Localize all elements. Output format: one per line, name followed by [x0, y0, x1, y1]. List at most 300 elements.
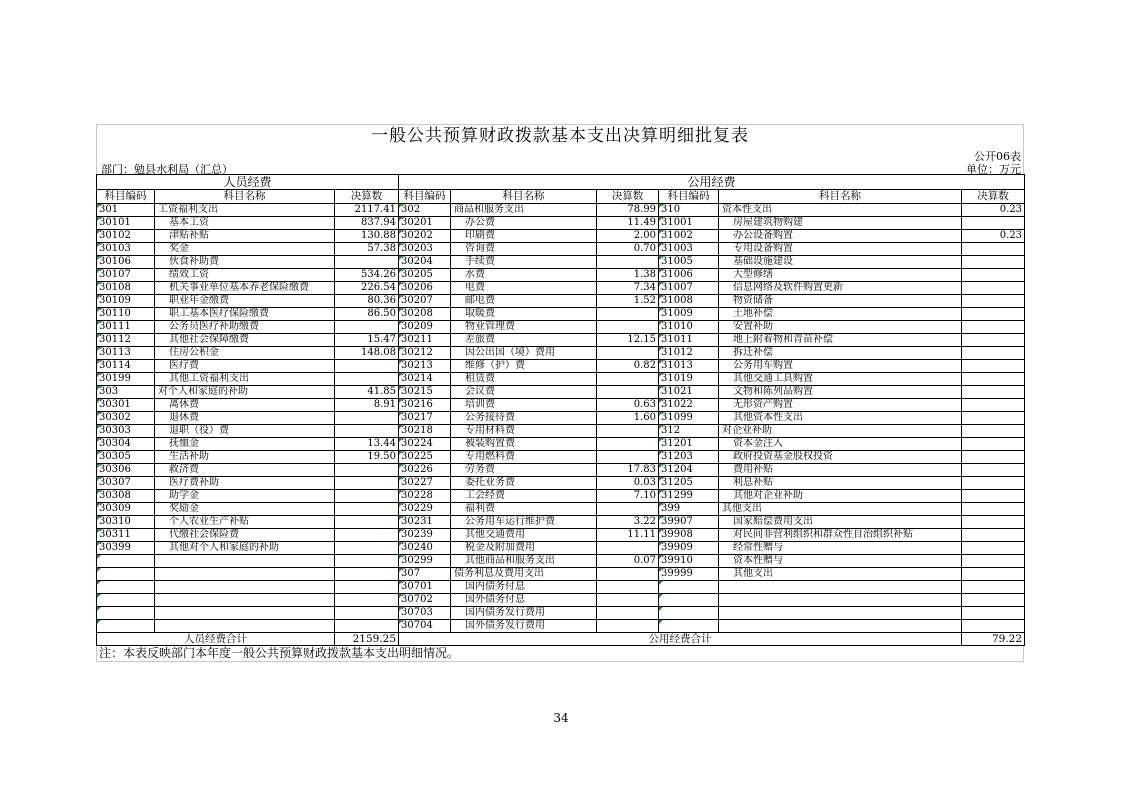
account-code: 30701: [399, 581, 451, 594]
unit-label: 单位：万元: [966, 163, 1021, 176]
amount: 0.03: [597, 477, 659, 490]
account-name: 其他支出: [719, 568, 962, 581]
amount: [597, 607, 659, 620]
amount: [597, 308, 659, 321]
account-code: 30101: [97, 217, 155, 230]
account-code: 30205: [399, 269, 451, 282]
amount: 0.82: [597, 360, 659, 373]
account-code: 399: [659, 503, 719, 516]
account-name: 工资福利支出: [155, 204, 335, 217]
table-row: [97, 308, 1025, 321]
account-code: 30240: [399, 542, 451, 555]
table-row: [97, 386, 1025, 399]
amount: 8.91: [335, 399, 399, 412]
account-code: 30309: [97, 503, 155, 516]
amount: [962, 568, 1025, 581]
account-code: 30102: [97, 230, 155, 243]
account-name: 其他对个人和家庭的补助: [155, 542, 335, 555]
amount: [962, 607, 1025, 620]
account-name: 国外债务付息: [451, 594, 597, 607]
amount: 0.63: [597, 399, 659, 412]
report-sheet: [96, 124, 1024, 662]
account-name: 抚恤金: [155, 438, 335, 451]
account-name: 其他支出: [719, 503, 962, 516]
table-row: [97, 321, 1025, 334]
account-code: 31006: [659, 269, 719, 282]
account-name: 物资储备: [719, 295, 962, 308]
amount: 13.44: [335, 438, 399, 451]
col-header-code: 科目编码: [659, 190, 719, 204]
col-header-code: 科目编码: [97, 190, 155, 204]
account-code: 302: [399, 204, 451, 217]
account-name: 政府投资基金股权投资: [719, 451, 962, 464]
account-name: 机关事业单位基本养老保险缴费: [155, 282, 335, 295]
account-code: 30303: [97, 425, 155, 438]
account-code: 31203: [659, 451, 719, 464]
amount: [335, 360, 399, 373]
amount: [335, 321, 399, 334]
account-name: [155, 594, 335, 607]
amount: 57.38: [335, 243, 399, 256]
account-name: 基本工资: [155, 217, 335, 230]
account-name: [155, 568, 335, 581]
account-name: 大型修缮: [719, 269, 962, 282]
account-name: 奖励金: [155, 503, 335, 516]
amount: [962, 438, 1025, 451]
account-name: 被装购置费: [451, 438, 597, 451]
department-label: 部门：勉县水利局（汇总）: [101, 163, 233, 176]
account-code: 30225: [399, 451, 451, 464]
account-code: 31002: [659, 230, 719, 243]
amount: 534.26: [335, 269, 399, 282]
table-row: [97, 295, 1025, 308]
account-name: 医疗费补助: [155, 477, 335, 490]
expenditure-table: [96, 174, 1025, 646]
amount: [962, 529, 1025, 542]
account-code: 30109: [97, 295, 155, 308]
account-code: 31005: [659, 256, 719, 269]
account-name: 工会经费: [451, 490, 597, 503]
account-code: 303: [97, 386, 155, 399]
table-row: [97, 438, 1025, 451]
account-name: 信息网络及软件购置更新: [719, 282, 962, 295]
amount: [597, 620, 659, 633]
amount: [962, 581, 1025, 594]
amount: 148.08: [335, 347, 399, 360]
account-name: 资本性赠与: [719, 555, 962, 568]
account-code: 31007: [659, 282, 719, 295]
account-code: 30106: [97, 256, 155, 269]
account-code: 31201: [659, 438, 719, 451]
account-name: 手续费: [451, 256, 597, 269]
account-code: [97, 581, 155, 594]
amount: [597, 425, 659, 438]
account-code: 31205: [659, 477, 719, 490]
section-public: 公用经费: [399, 175, 1025, 190]
account-code: 39999: [659, 568, 719, 581]
account-name: 退职（役）费: [155, 425, 335, 438]
account-name: 邮电费: [451, 295, 597, 308]
amount: [962, 373, 1025, 386]
account-name: 医疗费: [155, 360, 335, 373]
account-code: 30209: [399, 321, 451, 334]
account-code: [97, 620, 155, 633]
account-code: 30199: [97, 373, 155, 386]
account-code: 30214: [399, 373, 451, 386]
account-name: 对民间非营利组织和群众性自治组织补贴: [719, 529, 962, 542]
account-name: 其他商品和服务支出: [451, 555, 597, 568]
account-name: 专用设备购置: [719, 243, 962, 256]
table-row: [97, 256, 1025, 269]
amount: 7.34: [597, 282, 659, 295]
amount: 80.36: [335, 295, 399, 308]
section-header-row: [97, 175, 1025, 190]
account-name: 印刷费: [451, 230, 597, 243]
amount: [597, 373, 659, 386]
amount: [335, 503, 399, 516]
account-code: 30399: [97, 542, 155, 555]
account-code: 30703: [399, 607, 451, 620]
amount: [962, 451, 1025, 464]
amount: [962, 555, 1025, 568]
amount: [962, 243, 1025, 256]
account-name: [155, 620, 335, 633]
account-code: 31001: [659, 217, 719, 230]
col-header-name: 科目名称: [719, 190, 962, 204]
account-name: 其他工资福利支出: [155, 373, 335, 386]
amount: 3.22: [597, 516, 659, 529]
account-name: 助学金: [155, 490, 335, 503]
account-name: 代缴社会保险费: [155, 529, 335, 542]
account-code: 307: [399, 568, 451, 581]
account-code: 30204: [399, 256, 451, 269]
amount: [335, 607, 399, 620]
account-code: [659, 607, 719, 620]
account-name: 对个人和家庭的补助: [155, 386, 335, 399]
section-personnel: 人员经费: [97, 175, 399, 190]
account-code: 30114: [97, 360, 155, 373]
totals-row: [97, 633, 1025, 646]
account-code: [97, 594, 155, 607]
amount: 0.23: [962, 204, 1025, 217]
report-title: 一般公共预算财政拨款基本支出决算明细批复表: [96, 124, 1024, 148]
table-body: [97, 175, 1025, 633]
amount: [962, 516, 1025, 529]
amount: [597, 594, 659, 607]
account-name: 国内债务付息: [451, 581, 597, 594]
amount: [962, 425, 1025, 438]
account-code: 30704: [399, 620, 451, 633]
account-code: 30206: [399, 282, 451, 295]
amount: [962, 217, 1025, 230]
account-name: 劳务费: [451, 464, 597, 477]
account-name: 委托业务费: [451, 477, 597, 490]
account-name: 其他社会保障缴费: [155, 334, 335, 347]
account-name: 税金及附加费用: [451, 542, 597, 555]
account-name: 其他交通费用: [451, 529, 597, 542]
amount: 226.54: [335, 282, 399, 295]
account-name: 伙食补助费: [155, 256, 335, 269]
account-name: 公务员医疗补助缴费: [155, 321, 335, 334]
table-row: [97, 347, 1025, 360]
account-code: 30227: [399, 477, 451, 490]
amount: 1.52: [597, 295, 659, 308]
account-code: 31013: [659, 360, 719, 373]
account-code: 30103: [97, 243, 155, 256]
account-code: 30113: [97, 347, 155, 360]
amount: [962, 412, 1025, 425]
account-name: 绩效工资: [155, 269, 335, 282]
table-row: [97, 230, 1025, 243]
account-code: 31019: [659, 373, 719, 386]
account-code: 30110: [97, 308, 155, 321]
account-code: 30208: [399, 308, 451, 321]
account-name: [155, 607, 335, 620]
table-row: [97, 412, 1025, 425]
account-code: 30212: [399, 347, 451, 360]
account-code: 30299: [399, 555, 451, 568]
account-name: 个人农业生产补贴: [155, 516, 335, 529]
account-code: 30306: [97, 464, 155, 477]
account-code: 30203: [399, 243, 451, 256]
page-number: 34: [553, 711, 569, 725]
amount: [335, 581, 399, 594]
account-name: 其他交通工具购置: [719, 373, 962, 386]
amount: 11.49: [597, 217, 659, 230]
account-code: 30229: [399, 503, 451, 516]
amount: [335, 490, 399, 503]
amount: [335, 477, 399, 490]
account-code: 30228: [399, 490, 451, 503]
account-code: 31011: [659, 334, 719, 347]
amount: [962, 594, 1025, 607]
amount: 130.88: [335, 230, 399, 243]
account-code: 30112: [97, 334, 155, 347]
amount: 11.11: [597, 529, 659, 542]
account-code: 30226: [399, 464, 451, 477]
account-name: 因公出国（境）费用: [451, 347, 597, 360]
account-code: 30307: [97, 477, 155, 490]
account-name: 电费: [451, 282, 597, 295]
account-name: 住房公积金: [155, 347, 335, 360]
account-code: 31204: [659, 464, 719, 477]
account-code: 312: [659, 425, 719, 438]
amount: [962, 295, 1025, 308]
amount: [335, 464, 399, 477]
amount: [962, 477, 1025, 490]
account-name: [155, 555, 335, 568]
col-header-amount: 决算数: [597, 190, 659, 204]
account-code: 30239: [399, 529, 451, 542]
account-code: 30301: [97, 399, 155, 412]
account-code: 30305: [97, 451, 155, 464]
amount: [335, 529, 399, 542]
amount: [597, 542, 659, 555]
amount: 0.07: [597, 555, 659, 568]
account-code: 30207: [399, 295, 451, 308]
account-name: 专用材料费: [451, 425, 597, 438]
account-code: 30201: [399, 217, 451, 230]
amount: [962, 386, 1025, 399]
account-name: 公务用车购置: [719, 360, 962, 373]
account-name: 奖金: [155, 243, 335, 256]
amount: [962, 620, 1025, 633]
amount: [962, 347, 1025, 360]
amount: [962, 256, 1025, 269]
col-header-name: 科目名称: [155, 190, 335, 204]
account-name: 费用补贴: [719, 464, 962, 477]
account-code: 31003: [659, 243, 719, 256]
account-code: 30304: [97, 438, 155, 451]
col-header-code: 科目编码: [399, 190, 451, 204]
account-code: 301: [97, 204, 155, 217]
amount: [335, 425, 399, 438]
footnote: 注：本表反映部门本年度一般公共预算财政拨款基本支出明细情况。: [96, 646, 1024, 662]
table-row: [97, 282, 1025, 295]
public-total-value: 79.22: [962, 633, 1025, 646]
amount: [597, 347, 659, 360]
account-name: 文物和陈列品购置: [719, 386, 962, 399]
public-total-label: 公用经费合计: [399, 633, 962, 646]
amount: 1.38: [597, 269, 659, 282]
account-name: 维修（护）费: [451, 360, 597, 373]
account-name: 职业年金缴费: [155, 295, 335, 308]
table-row: [97, 217, 1025, 230]
account-name: 租赁费: [451, 373, 597, 386]
amount: [962, 321, 1025, 334]
table-row: [97, 594, 1025, 607]
table-row: [97, 503, 1025, 516]
account-code: 30108: [97, 282, 155, 295]
account-name: 物业管理费: [451, 321, 597, 334]
account-name: 生活补助: [155, 451, 335, 464]
account-name: 取暖费: [451, 308, 597, 321]
account-name: 无形资产购置: [719, 399, 962, 412]
personnel-total-label: 人员经费合计: [97, 633, 335, 646]
amount: [597, 568, 659, 581]
account-code: 30111: [97, 321, 155, 334]
account-code: 30702: [399, 594, 451, 607]
account-name: 资本金注入: [719, 438, 962, 451]
account-code: 30216: [399, 399, 451, 412]
account-name: 津贴补贴: [155, 230, 335, 243]
table-row: [97, 542, 1025, 555]
amount: [597, 503, 659, 516]
amount: [335, 516, 399, 529]
account-code: 30310: [97, 516, 155, 529]
account-name: 会议费: [451, 386, 597, 399]
account-code: 310: [659, 204, 719, 217]
account-name: 水费: [451, 269, 597, 282]
amount: [962, 269, 1025, 282]
amount: 837.94: [335, 217, 399, 230]
account-code: [659, 581, 719, 594]
amount: 0.70: [597, 243, 659, 256]
account-code: 31008: [659, 295, 719, 308]
amount: [962, 490, 1025, 503]
account-name: 国外债务发行费用: [451, 620, 597, 633]
table-row: [97, 334, 1025, 347]
account-code: [97, 607, 155, 620]
account-name: 办公设备购置: [719, 230, 962, 243]
table-row: [97, 477, 1025, 490]
column-header-row: [97, 190, 1025, 204]
account-name: 经常性赠与: [719, 542, 962, 555]
account-code: 39909: [659, 542, 719, 555]
account-name: 地上附着物和青苗补偿: [719, 334, 962, 347]
table-row: [97, 373, 1025, 386]
amount: [962, 542, 1025, 555]
account-name: 拆迁补偿: [719, 347, 962, 360]
account-name: 国家赔偿费用支出: [719, 516, 962, 529]
account-name: 公务用车运行维护费: [451, 516, 597, 529]
table-row: [97, 529, 1025, 542]
account-code: 30308: [97, 490, 155, 503]
amount: [962, 464, 1025, 477]
account-code: [659, 620, 719, 633]
account-code: 31299: [659, 490, 719, 503]
amount: 78.99: [597, 204, 659, 217]
account-name: 土地补偿: [719, 308, 962, 321]
account-name: 职工基本医疗保险缴费: [155, 308, 335, 321]
amount: [335, 412, 399, 425]
amount: [962, 503, 1025, 516]
account-code: 30211: [399, 334, 451, 347]
account-code: [659, 594, 719, 607]
amount: 17.83: [597, 464, 659, 477]
amount: 19.50: [335, 451, 399, 464]
amount: [597, 386, 659, 399]
account-name: 公务接待费: [451, 412, 597, 425]
table-row: [97, 243, 1025, 256]
account-code: 39908: [659, 529, 719, 542]
account-code: 30218: [399, 425, 451, 438]
amount: [597, 581, 659, 594]
amount: [335, 542, 399, 555]
account-code: 31009: [659, 308, 719, 321]
amount: 86.50: [335, 308, 399, 321]
table-row: [97, 425, 1025, 438]
table-row: [97, 607, 1025, 620]
account-name: 退休费: [155, 412, 335, 425]
account-name: [719, 581, 962, 594]
amount: [962, 334, 1025, 347]
account-name: 资本性支出: [719, 204, 962, 217]
amount: [597, 451, 659, 464]
amount: 2.00: [597, 230, 659, 243]
amount: [335, 594, 399, 607]
account-name: 利息补贴: [719, 477, 962, 490]
table-row: [97, 581, 1025, 594]
account-name: [719, 594, 962, 607]
account-name: [719, 620, 962, 633]
amount: [597, 321, 659, 334]
amount: 15.47: [335, 334, 399, 347]
table-row: [97, 516, 1025, 529]
account-name: 基础设施建设: [719, 256, 962, 269]
table-row: [97, 269, 1025, 282]
account-name: 差旅费: [451, 334, 597, 347]
amount: 1.60: [597, 412, 659, 425]
table-row: [97, 204, 1025, 217]
amount: 2117.41: [335, 204, 399, 217]
table-row: [97, 620, 1025, 633]
account-name: 咨询费: [451, 243, 597, 256]
account-code: 30231: [399, 516, 451, 529]
form-number: 公开06表: [974, 150, 1021, 163]
account-code: 30202: [399, 230, 451, 243]
account-code: 30224: [399, 438, 451, 451]
